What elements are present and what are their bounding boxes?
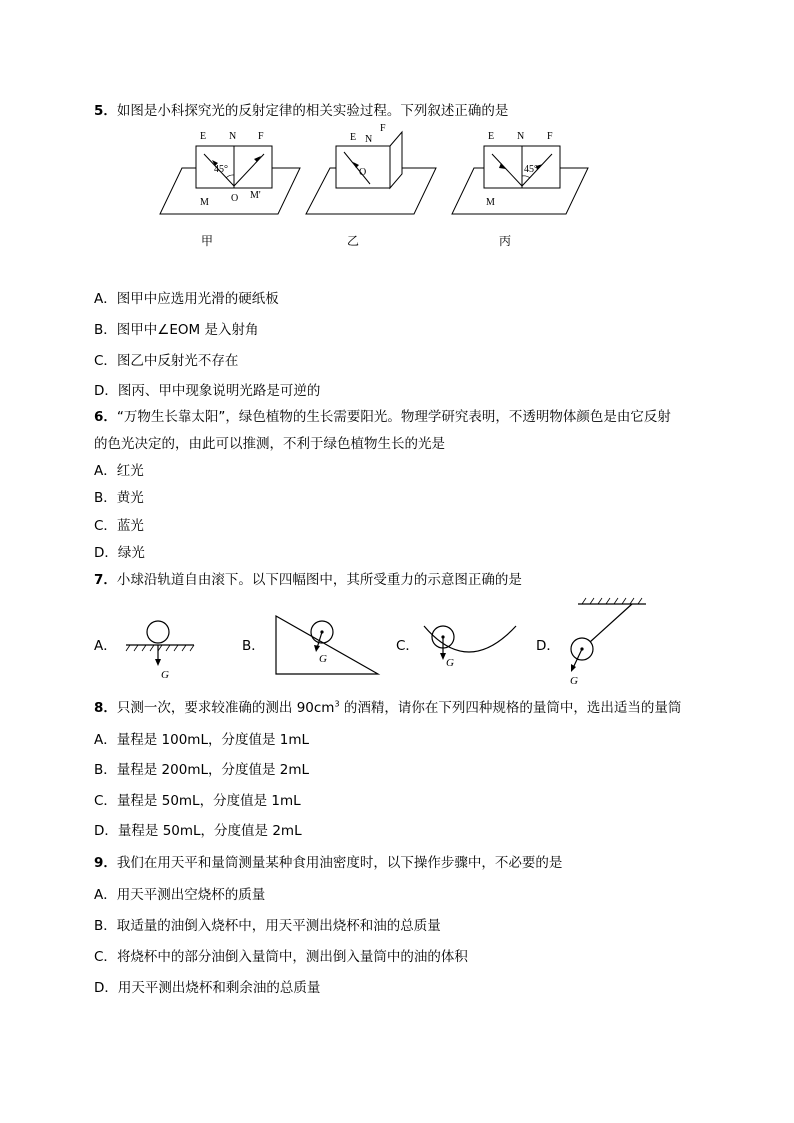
caption-bing: 丙 (499, 234, 512, 248)
option-a: A．用天平测出空烧杯的质量 (94, 887, 266, 903)
figure-option-d-label: D． (536, 638, 560, 654)
caption-yi: 乙 (347, 234, 360, 248)
option-b: B．黄光 (94, 490, 144, 506)
option-a: A．红光 (94, 463, 144, 479)
option-d: D．量程是 50mL，分度值是 2mL (94, 823, 302, 839)
option-c: C．量程是 50mL，分度值是 1mL (94, 793, 301, 809)
svg-text:G: G (319, 653, 327, 665)
figure-option-b-label: B． (242, 638, 265, 654)
label-N: N (365, 134, 373, 145)
svg-text:G: G (161, 669, 169, 681)
option-c: C．蓝光 (94, 518, 144, 534)
option-d: D．图丙、甲中现象说明光路是可逆的 (94, 383, 321, 399)
label-F: F (380, 123, 386, 134)
option-b: B．取适量的油倒入烧杯中，用天平测出烧杯和油的总质量 (94, 918, 441, 934)
question-9-stem: 9．我们在用天平和量筒测量某种食用油密度时，以下操作步骤中，不必要的是 (94, 855, 563, 871)
figure-option-b (270, 612, 382, 676)
svg-text:G: G (446, 657, 454, 669)
figure-option-d (560, 598, 650, 686)
figure-yi-reflection (306, 118, 441, 220)
option-b: B．图甲中∠EOM 是入射角 (94, 322, 259, 338)
label-N: N (517, 131, 525, 142)
question-5-stem: 5．如图是小科探究光的反射定律的相关实验过程。下列叙述正确的是 (94, 103, 509, 119)
label-E: E (350, 132, 357, 143)
label-E: E (488, 131, 495, 142)
label-M: M (200, 197, 209, 208)
label-O: O (231, 193, 239, 204)
figure-option-c-label: C． (396, 638, 419, 654)
figure-option-a (124, 618, 196, 682)
question-7-stem: 7．小球沿轨道自由滚下。以下四幅图中，其所受重力的示意图正确的是 (94, 572, 522, 588)
label-O: O (359, 167, 367, 178)
option-b: B．量程是 200mL，分度值是 2mL (94, 762, 310, 778)
option-a: A．量程是 100mL，分度值是 1mL (94, 732, 310, 748)
question-text: 如图是小科探究光的反射定律的相关实验过程。下列叙述正确的是 (116, 103, 509, 119)
svg-text:G: G (570, 675, 578, 687)
figure-bing-reflection (452, 126, 592, 220)
option-c: C．将烧杯中的部分油倒入量筒中，测出倒入量筒中的油的体积 (94, 949, 468, 965)
option-d: D．用天平测出烧杯和剩余油的总质量 (94, 980, 321, 996)
label-angle: 45° (524, 164, 538, 175)
caption-jia: 甲 (201, 234, 214, 248)
option-d: D．绿光 (94, 545, 145, 561)
label-Mprime: M' (250, 190, 261, 201)
option-a: A．图甲中应选用光滑的硬纸板 (94, 291, 279, 307)
option-c: C．图乙中反射光不存在 (94, 353, 239, 369)
label-F: F (547, 131, 553, 142)
question-6-stem-line2: 的色光决定的，由此可以推测，不利于绿色植物生长的光是 (94, 436, 445, 452)
figure-jia-reflection (160, 126, 305, 220)
question-number: 5 (94, 103, 104, 119)
label-angle: 45° (214, 164, 228, 175)
label-N: N (229, 131, 237, 142)
label-E: E (200, 131, 207, 142)
figure-option-a-label: A． (94, 638, 117, 654)
question-6-stem-line1: 6．“万物生长靠太阳”，绿色植物的生长需要阳光。物理学研究表明，不透明物体颜色是由它反射 (94, 409, 671, 425)
label-F: F (258, 131, 264, 142)
figure-option-c (418, 616, 522, 678)
question-8-stem: 8．只测一次，要求较准确的测出 $90cm^3$ 的酒精，请你在下列四种规格的量筒中，选出适当的量筒 (94, 699, 682, 716)
label-M: M (486, 197, 495, 208)
